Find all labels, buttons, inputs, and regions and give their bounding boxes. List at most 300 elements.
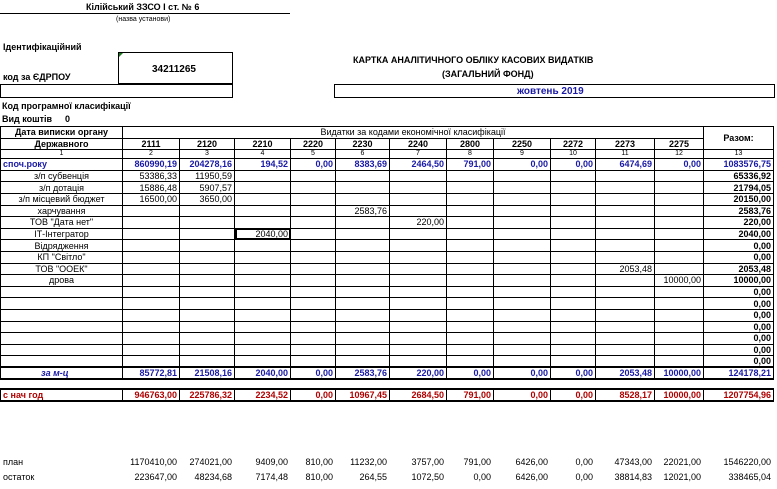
table-cell[interactable] bbox=[551, 217, 596, 229]
row-label[interactable]: споч.року bbox=[1, 159, 123, 171]
table-cell[interactable] bbox=[291, 217, 336, 229]
table-cell[interactable] bbox=[180, 344, 235, 356]
table-cell[interactable] bbox=[180, 263, 235, 275]
table-cell[interactable] bbox=[494, 298, 551, 310]
year-total-cell[interactable]: 2684,50 bbox=[390, 389, 447, 401]
year-total-cell[interactable]: 225786,32 bbox=[180, 389, 235, 401]
year-total-label[interactable]: с нач год bbox=[1, 389, 123, 401]
table-cell[interactable] bbox=[336, 356, 390, 368]
column-number[interactable]: 10 bbox=[551, 150, 596, 159]
row-total[interactable]: 0,00 bbox=[704, 240, 774, 252]
table-cell[interactable] bbox=[123, 205, 180, 217]
table-cell[interactable] bbox=[655, 205, 704, 217]
year-total-cell[interactable]: 0,00 bbox=[291, 389, 336, 401]
table-cell[interactable] bbox=[494, 182, 551, 194]
table-cell[interactable] bbox=[447, 356, 494, 368]
code-header[interactable]: 2272 bbox=[551, 138, 596, 150]
table-cell[interactable] bbox=[655, 344, 704, 356]
table-cell[interactable] bbox=[123, 298, 180, 310]
table-cell[interactable]: 2583,76 bbox=[336, 205, 390, 217]
table-cell[interactable] bbox=[235, 321, 291, 333]
table-cell[interactable] bbox=[596, 251, 655, 263]
column-number[interactable]: 3 bbox=[180, 150, 235, 159]
table-cell[interactable] bbox=[655, 228, 704, 240]
table-cell[interactable] bbox=[291, 309, 336, 321]
table-cell[interactable] bbox=[180, 333, 235, 345]
table-cell[interactable] bbox=[390, 356, 447, 368]
table-cell[interactable] bbox=[655, 286, 704, 298]
table-cell[interactable] bbox=[336, 321, 390, 333]
table-cell[interactable]: 16500,00 bbox=[123, 193, 180, 205]
spacer-cell[interactable] bbox=[447, 379, 494, 389]
month-total-cell[interactable]: 2053,48 bbox=[596, 367, 655, 379]
table-cell[interactable] bbox=[123, 228, 180, 240]
month-total-cell[interactable]: 21508,16 bbox=[180, 367, 235, 379]
table-cell[interactable] bbox=[291, 228, 336, 240]
code-header[interactable]: 2120 bbox=[180, 138, 235, 150]
year-total-cell[interactable]: 10967,45 bbox=[336, 389, 390, 401]
table-cell[interactable] bbox=[596, 275, 655, 287]
table-cell[interactable] bbox=[551, 228, 596, 240]
year-total-cell[interactable]: 10000,00 bbox=[655, 389, 704, 401]
table-cell[interactable] bbox=[447, 286, 494, 298]
table-cell[interactable] bbox=[291, 170, 336, 182]
table-cell[interactable] bbox=[596, 309, 655, 321]
code-header[interactable]: 2250 bbox=[494, 138, 551, 150]
table-cell[interactable] bbox=[655, 251, 704, 263]
code-header[interactable]: 2240 bbox=[390, 138, 447, 150]
row-label[interactable] bbox=[1, 356, 123, 368]
table-cell[interactable] bbox=[551, 170, 596, 182]
row-label[interactable]: з/п місцевий бюджет bbox=[1, 193, 123, 205]
table-cell[interactable] bbox=[596, 240, 655, 252]
table-cell[interactable] bbox=[655, 309, 704, 321]
table-cell[interactable] bbox=[494, 251, 551, 263]
table-cell[interactable] bbox=[336, 240, 390, 252]
table-cell[interactable] bbox=[596, 286, 655, 298]
table-cell[interactable]: 220,00 bbox=[390, 217, 447, 229]
month-total-cell[interactable]: 2040,00 bbox=[235, 367, 291, 379]
table-cell[interactable] bbox=[655, 263, 704, 275]
table-cell[interactable] bbox=[655, 217, 704, 229]
spacer-cell[interactable] bbox=[235, 379, 291, 389]
table-cell[interactable]: 3650,00 bbox=[180, 193, 235, 205]
spacer-cell[interactable] bbox=[494, 379, 551, 389]
table-cell[interactable]: 0,00 bbox=[655, 159, 704, 171]
row-total[interactable]: 20150,00 bbox=[704, 193, 774, 205]
table-cell[interactable] bbox=[596, 321, 655, 333]
table-cell[interactable]: 2040,00 bbox=[235, 228, 291, 240]
table-cell[interactable]: 53386,33 bbox=[123, 170, 180, 182]
table-cell[interactable] bbox=[390, 321, 447, 333]
table-cell[interactable] bbox=[655, 321, 704, 333]
total-header[interactable]: Разом: bbox=[704, 127, 774, 150]
table-cell[interactable] bbox=[235, 240, 291, 252]
table-cell[interactable] bbox=[336, 251, 390, 263]
table-cell[interactable] bbox=[551, 182, 596, 194]
table-cell[interactable] bbox=[291, 286, 336, 298]
table-cell[interactable] bbox=[655, 298, 704, 310]
table-cell[interactable] bbox=[551, 193, 596, 205]
table-cell[interactable] bbox=[235, 298, 291, 310]
table-cell[interactable] bbox=[390, 309, 447, 321]
table-cell[interactable] bbox=[336, 193, 390, 205]
month-total-cell[interactable]: 0,00 bbox=[551, 367, 596, 379]
row-total[interactable]: 2583,76 bbox=[704, 205, 774, 217]
year-total-sum[interactable]: 1207754,96 bbox=[704, 389, 774, 401]
table-cell[interactable] bbox=[180, 251, 235, 263]
row-label[interactable]: ТОВ "Дата нет" bbox=[1, 217, 123, 229]
table-cell[interactable] bbox=[655, 170, 704, 182]
table-cell[interactable] bbox=[494, 321, 551, 333]
table-cell[interactable] bbox=[336, 309, 390, 321]
spacer-cell[interactable] bbox=[596, 379, 655, 389]
month-total-cell[interactable]: 0,00 bbox=[291, 367, 336, 379]
table-cell[interactable] bbox=[336, 333, 390, 345]
code-header[interactable]: 2210 bbox=[235, 138, 291, 150]
table-cell[interactable] bbox=[235, 263, 291, 275]
table-cell[interactable] bbox=[336, 344, 390, 356]
row-total[interactable]: 0,00 bbox=[704, 251, 774, 263]
table-cell[interactable] bbox=[494, 240, 551, 252]
month-total-cell[interactable]: 85772,81 bbox=[123, 367, 180, 379]
table-cell[interactable] bbox=[291, 298, 336, 310]
spacer-cell[interactable] bbox=[123, 379, 180, 389]
table-cell[interactable] bbox=[447, 275, 494, 287]
month-total-cell[interactable]: 2583,76 bbox=[336, 367, 390, 379]
table-cell[interactable]: 0,00 bbox=[291, 159, 336, 171]
row-label[interactable] bbox=[1, 298, 123, 310]
table-cell[interactable] bbox=[596, 344, 655, 356]
column-number[interactable]: 8 bbox=[447, 150, 494, 159]
table-cell[interactable]: 2464,50 bbox=[390, 159, 447, 171]
table-cell[interactable]: 860990,19 bbox=[123, 159, 180, 171]
spacer-cell[interactable] bbox=[180, 379, 235, 389]
table-cell[interactable] bbox=[123, 251, 180, 263]
table-cell[interactable] bbox=[390, 193, 447, 205]
spacer-cell[interactable] bbox=[1, 379, 123, 389]
row-total[interactable]: 0,00 bbox=[704, 333, 774, 345]
table-cell[interactable] bbox=[551, 298, 596, 310]
table-cell[interactable] bbox=[551, 344, 596, 356]
table-cell[interactable]: 194,52 bbox=[235, 159, 291, 171]
table-cell[interactable] bbox=[447, 240, 494, 252]
table-cell[interactable] bbox=[494, 309, 551, 321]
table-cell[interactable] bbox=[291, 333, 336, 345]
table-cell[interactable] bbox=[655, 333, 704, 345]
column-number[interactable]: 1 bbox=[1, 150, 123, 159]
row-total[interactable]: 0,00 bbox=[704, 344, 774, 356]
year-total-cell[interactable]: 0,00 bbox=[494, 389, 551, 401]
table-cell[interactable] bbox=[235, 205, 291, 217]
year-total-cell[interactable]: 791,00 bbox=[447, 389, 494, 401]
row-total[interactable]: 0,00 bbox=[704, 286, 774, 298]
table-cell[interactable] bbox=[447, 263, 494, 275]
table-cell[interactable] bbox=[655, 193, 704, 205]
table-cell[interactable] bbox=[180, 286, 235, 298]
month-total-cell[interactable]: 0,00 bbox=[494, 367, 551, 379]
table-cell[interactable] bbox=[291, 321, 336, 333]
table-cell[interactable] bbox=[235, 286, 291, 298]
table-cell[interactable] bbox=[390, 182, 447, 194]
row-total[interactable]: 65336,92 bbox=[704, 170, 774, 182]
table-cell[interactable]: 15886,48 bbox=[123, 182, 180, 194]
table-cell[interactable] bbox=[447, 193, 494, 205]
table-cell[interactable] bbox=[390, 275, 447, 287]
table-cell[interactable] bbox=[447, 309, 494, 321]
table-cell[interactable] bbox=[235, 275, 291, 287]
table-cell[interactable] bbox=[494, 356, 551, 368]
table-cell[interactable] bbox=[291, 205, 336, 217]
table-cell[interactable] bbox=[390, 286, 447, 298]
table-cell[interactable] bbox=[123, 217, 180, 229]
code-header[interactable]: 2800 bbox=[447, 138, 494, 150]
spacer-cell[interactable] bbox=[291, 379, 336, 389]
table-cell[interactable] bbox=[447, 344, 494, 356]
column-number[interactable]: 6 bbox=[336, 150, 390, 159]
code-header[interactable]: 2275 bbox=[655, 138, 704, 150]
table-cell[interactable] bbox=[390, 228, 447, 240]
table-cell[interactable] bbox=[494, 333, 551, 345]
code-header[interactable]: 2111 bbox=[123, 138, 180, 150]
row-label[interactable]: КП "Світло" bbox=[1, 251, 123, 263]
table-cell[interactable] bbox=[551, 286, 596, 298]
row-label[interactable] bbox=[1, 309, 123, 321]
table-cell[interactable] bbox=[235, 356, 291, 368]
spacer-cell[interactable] bbox=[655, 379, 704, 389]
year-total-cell[interactable]: 8528,17 bbox=[596, 389, 655, 401]
date-header-2[interactable]: Державного bbox=[1, 138, 123, 150]
table-cell[interactable] bbox=[180, 217, 235, 229]
table-cell[interactable] bbox=[447, 298, 494, 310]
table-cell[interactable] bbox=[123, 344, 180, 356]
table-cell[interactable] bbox=[551, 321, 596, 333]
table-cell[interactable] bbox=[235, 217, 291, 229]
column-number[interactable]: 11 bbox=[596, 150, 655, 159]
table-cell[interactable] bbox=[336, 228, 390, 240]
table-cell[interactable] bbox=[551, 333, 596, 345]
table-cell[interactable] bbox=[291, 263, 336, 275]
table-cell[interactable] bbox=[494, 344, 551, 356]
table-cell[interactable] bbox=[123, 240, 180, 252]
row-total[interactable]: 0,00 bbox=[704, 356, 774, 368]
table-cell[interactable] bbox=[390, 240, 447, 252]
table-cell[interactable] bbox=[447, 333, 494, 345]
table-cell[interactable] bbox=[551, 356, 596, 368]
table-cell[interactable] bbox=[291, 240, 336, 252]
table-cell[interactable] bbox=[447, 228, 494, 240]
row-label[interactable] bbox=[1, 321, 123, 333]
table-cell[interactable] bbox=[596, 356, 655, 368]
code-header[interactable]: 2273 bbox=[596, 138, 655, 150]
table-cell[interactable] bbox=[551, 205, 596, 217]
table-cell[interactable] bbox=[291, 251, 336, 263]
table-cell[interactable] bbox=[494, 205, 551, 217]
row-total[interactable]: 0,00 bbox=[704, 321, 774, 333]
table-cell[interactable] bbox=[180, 321, 235, 333]
table-cell[interactable] bbox=[235, 193, 291, 205]
table-cell[interactable] bbox=[235, 309, 291, 321]
row-total[interactable]: 10000,00 bbox=[704, 275, 774, 287]
table-cell[interactable] bbox=[291, 275, 336, 287]
table-cell[interactable] bbox=[336, 286, 390, 298]
table-cell[interactable] bbox=[235, 251, 291, 263]
table-cell[interactable] bbox=[494, 275, 551, 287]
table-cell[interactable] bbox=[336, 170, 390, 182]
table-cell[interactable] bbox=[180, 356, 235, 368]
table-cell[interactable] bbox=[180, 205, 235, 217]
table-cell[interactable] bbox=[123, 309, 180, 321]
table-cell[interactable] bbox=[494, 170, 551, 182]
table-cell[interactable] bbox=[551, 275, 596, 287]
table-cell[interactable] bbox=[494, 263, 551, 275]
table-cell[interactable] bbox=[655, 356, 704, 368]
month-total-cell[interactable]: 0,00 bbox=[447, 367, 494, 379]
table-cell[interactable] bbox=[447, 321, 494, 333]
row-total[interactable]: 2040,00 bbox=[704, 228, 774, 240]
spacer-cell[interactable] bbox=[390, 379, 447, 389]
table-cell[interactable] bbox=[447, 205, 494, 217]
table-cell[interactable] bbox=[235, 182, 291, 194]
table-cell[interactable] bbox=[390, 170, 447, 182]
table-cell[interactable] bbox=[596, 217, 655, 229]
table-cell[interactable] bbox=[596, 193, 655, 205]
table-cell[interactable] bbox=[123, 356, 180, 368]
table-cell[interactable] bbox=[447, 217, 494, 229]
row-label[interactable]: дрова bbox=[1, 275, 123, 287]
table-cell[interactable] bbox=[596, 298, 655, 310]
table-cell[interactable]: 0,00 bbox=[494, 159, 551, 171]
table-cell[interactable]: 10000,00 bbox=[655, 275, 704, 287]
spacer-cell[interactable] bbox=[336, 379, 390, 389]
row-total[interactable]: 0,00 bbox=[704, 309, 774, 321]
row-total[interactable]: 21794,05 bbox=[704, 182, 774, 194]
spacer-cell[interactable] bbox=[704, 379, 774, 389]
row-total[interactable]: 0,00 bbox=[704, 298, 774, 310]
table-cell[interactable] bbox=[235, 344, 291, 356]
table-cell[interactable] bbox=[180, 298, 235, 310]
row-label[interactable]: з/п субвенція bbox=[1, 170, 123, 182]
table-cell[interactable] bbox=[551, 309, 596, 321]
column-number[interactable]: 2 bbox=[123, 150, 180, 159]
table-cell[interactable] bbox=[336, 298, 390, 310]
table-cell[interactable] bbox=[655, 240, 704, 252]
table-cell[interactable] bbox=[494, 286, 551, 298]
code-header[interactable]: 2220 bbox=[291, 138, 336, 150]
table-cell[interactable]: 11950,59 bbox=[180, 170, 235, 182]
table-cell[interactable] bbox=[180, 275, 235, 287]
column-number[interactable]: 7 bbox=[390, 150, 447, 159]
table-cell[interactable] bbox=[336, 275, 390, 287]
table-cell[interactable] bbox=[596, 228, 655, 240]
column-number[interactable]: 5 bbox=[291, 150, 336, 159]
month-total-label[interactable]: за м-ц bbox=[1, 367, 123, 379]
table-cell[interactable]: 0,00 bbox=[551, 159, 596, 171]
row-label[interactable] bbox=[1, 344, 123, 356]
table-cell[interactable] bbox=[390, 263, 447, 275]
table-cell[interactable]: 2053,48 bbox=[596, 263, 655, 275]
date-header[interactable]: Дата виписки органу bbox=[1, 127, 123, 139]
spacer-cell[interactable] bbox=[551, 379, 596, 389]
table-cell[interactable] bbox=[551, 240, 596, 252]
table-cell[interactable] bbox=[390, 205, 447, 217]
table-cell[interactable] bbox=[123, 286, 180, 298]
table-cell[interactable]: 5907,57 bbox=[180, 182, 235, 194]
table-cell[interactable] bbox=[123, 275, 180, 287]
table-cell[interactable] bbox=[336, 263, 390, 275]
month-total-sum[interactable]: 124178,21 bbox=[704, 367, 774, 379]
table-cell[interactable] bbox=[596, 182, 655, 194]
row-label[interactable] bbox=[1, 333, 123, 345]
table-cell[interactable] bbox=[235, 333, 291, 345]
table-cell[interactable] bbox=[596, 205, 655, 217]
table-cell[interactable] bbox=[123, 263, 180, 275]
table-cell[interactable] bbox=[390, 298, 447, 310]
row-label[interactable]: Відрядження bbox=[1, 240, 123, 252]
row-label[interactable] bbox=[1, 286, 123, 298]
table-cell[interactable] bbox=[180, 228, 235, 240]
expenses-header[interactable]: Видатки за кодами економічної класифікації bbox=[123, 127, 704, 139]
table-cell[interactable]: 204278,16 bbox=[180, 159, 235, 171]
table-cell[interactable]: 791,00 bbox=[447, 159, 494, 171]
table-cell[interactable] bbox=[123, 333, 180, 345]
table-cell[interactable] bbox=[123, 321, 180, 333]
year-total-cell[interactable]: 946763,00 bbox=[123, 389, 180, 401]
table-cell[interactable] bbox=[180, 240, 235, 252]
table-cell[interactable] bbox=[390, 333, 447, 345]
table-cell[interactable] bbox=[291, 193, 336, 205]
table-cell[interactable] bbox=[596, 333, 655, 345]
table-cell[interactable] bbox=[447, 251, 494, 263]
table-cell[interactable] bbox=[336, 182, 390, 194]
table-cell[interactable] bbox=[596, 170, 655, 182]
row-total[interactable]: 2053,48 bbox=[704, 263, 774, 275]
table-cell[interactable] bbox=[291, 356, 336, 368]
month-total-cell[interactable]: 10000,00 bbox=[655, 367, 704, 379]
table-cell[interactable] bbox=[447, 170, 494, 182]
year-total-cell[interactable]: 0,00 bbox=[551, 389, 596, 401]
table-cell[interactable] bbox=[551, 251, 596, 263]
table-cell[interactable] bbox=[291, 182, 336, 194]
column-number[interactable]: 4 bbox=[235, 150, 291, 159]
table-cell[interactable] bbox=[390, 344, 447, 356]
table-cell[interactable] bbox=[551, 263, 596, 275]
row-total[interactable]: 1083576,75 bbox=[704, 159, 774, 171]
table-cell[interactable] bbox=[336, 217, 390, 229]
table-cell[interactable] bbox=[180, 309, 235, 321]
column-number[interactable]: 13 bbox=[704, 150, 774, 159]
table-cell[interactable] bbox=[494, 228, 551, 240]
table-cell[interactable] bbox=[390, 251, 447, 263]
table-cell[interactable] bbox=[655, 182, 704, 194]
row-label[interactable]: з/п дотація bbox=[1, 182, 123, 194]
table-cell[interactable] bbox=[494, 193, 551, 205]
table-cell[interactable]: 8383,69 bbox=[336, 159, 390, 171]
row-total[interactable]: 220,00 bbox=[704, 217, 774, 229]
month-total-cell[interactable]: 220,00 bbox=[390, 367, 447, 379]
table-cell[interactable] bbox=[291, 344, 336, 356]
column-number[interactable]: 9 bbox=[494, 150, 551, 159]
table-cell[interactable] bbox=[447, 182, 494, 194]
row-label[interactable]: харчування bbox=[1, 205, 123, 217]
table-cell[interactable] bbox=[235, 170, 291, 182]
table-cell[interactable]: 6474,69 bbox=[596, 159, 655, 171]
row-label[interactable]: ІТ-Інтегратор bbox=[1, 228, 123, 240]
code-header[interactable]: 2230 bbox=[336, 138, 390, 150]
table-cell[interactable] bbox=[494, 217, 551, 229]
row-label[interactable]: ТОВ "ООЕК" bbox=[1, 263, 123, 275]
year-total-cell[interactable]: 2234,52 bbox=[235, 389, 291, 401]
